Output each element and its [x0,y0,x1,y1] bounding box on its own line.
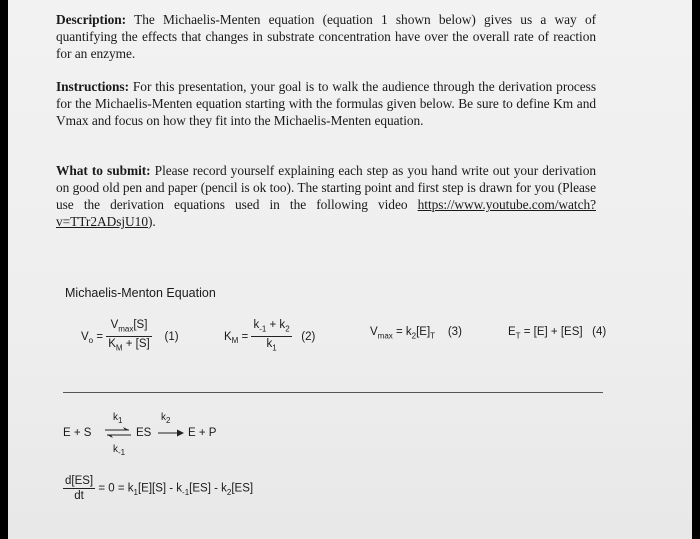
eq4-rhs: = [E] + [ES] [520,326,583,338]
rate-s3: 2 [226,487,232,497]
document-page [8,0,692,539]
rate-equation [63,474,253,503]
eq2-den: k [266,338,273,351]
eq1-den-tail: + [S] [122,338,150,351]
eq2-num-sub1: -1 [259,324,267,334]
eq1-den-sub: M [115,343,123,353]
eq3-rhs-sub: 2 [411,331,417,341]
eq1-den: K [108,338,116,351]
k1-label: $k_1$ [113,412,123,425]
equation-2: $K_M$ = $\frac{k_{-1} + k_2}{k_1}$ (2) [224,318,315,356]
eq3-lhs: V [370,326,378,338]
reaction-products: E + P [188,427,217,439]
rate-s1: 1 [133,487,138,497]
eq4-label: (4) [592,326,607,338]
eq1-lhs-sub: o [88,336,94,346]
description-heading: Description: [56,12,127,27]
eq2-lhs: K [224,330,232,343]
description-paragraph [56,11,596,62]
eq1-label: (1) [164,330,179,343]
eq2-label: (2) [301,330,316,343]
description-text: The Michaelis-Menten equation (equation 1 shown below) gives us a way of quantifying the effects that changes in substrate concentration have over the overall rate of reaction for an enzyme. [56,12,596,61]
eq3-tail-sub: T [430,331,436,341]
eq2-num: k [253,319,260,331]
video-link[interactable]: https://www.youtube.com/watch?v=TTr2ADsjU10 [56,197,596,229]
eq2-lhs-sub: M [231,336,239,346]
reaction-reactants: E + S [63,427,92,439]
eq4-lhs-sub: T [515,331,521,341]
rate-derivative [63,474,95,503]
equation-4 [508,326,606,340]
eq3-lhs-sub: max [377,331,393,341]
eq1-num-tail: [S] [133,319,148,331]
eq1-num-sub: max [118,324,134,334]
eq4-lhs: E [508,326,516,338]
instructions-heading: Instructions: [56,79,130,94]
equations-title: Michaelis-Menton Equation [65,286,216,300]
eq2-num-mid: + k [266,319,286,331]
instructions-paragraph [56,78,596,129]
submit-tail: ). [147,214,156,229]
eq3-label: (3) [447,326,462,338]
submit-text: Please record yourself explaining each step as you hand write out your derivation on good old pen and paper (pencil is ok too). The starting point and first step is drawn for you (Please use the derivation equations used in the following video [56,163,596,212]
k2-label: $k_2$ [161,412,171,425]
eq1-num: V [110,319,119,331]
rate-s2: -1 [182,487,190,497]
rate-num: d[ES] [65,475,94,487]
eq2-num-sub2: 2 [285,324,290,334]
rate-t1: [E][S] - k [137,482,183,495]
equation-1: $V_o$ = $\frac{V_{max}[S]}{K_M + [S]}$ (1) [81,318,179,356]
eq2-den-sub: 1 [272,343,277,353]
rate-t2: [ES] - k [189,482,227,495]
reversible-arrow-icon [103,426,133,440]
rate-den: dt [74,490,84,502]
reaction-complex: ES [136,427,152,439]
forward-arrow-icon [156,428,186,438]
equation-3 [370,326,462,340]
submit-paragraph [56,162,596,230]
reaction-scheme [63,410,263,460]
rate-rhs: = 0 = k [95,482,134,495]
instructions-text: For this presentation, your goal is to walk the audience through the derivation process for the Michaelis-Menten equation starting with the formulas given below. Be sure to define Km and Vmax and focus on how they fit into the Michaelis-Menten equation. [56,79,596,128]
eq2-fraction [251,318,291,356]
rate-t3: [ES] [231,482,254,495]
eq3-rhs: = k [392,326,412,338]
submit-heading: What to submit: [56,163,151,178]
eq1-fraction [106,318,152,356]
eq3-tail: [E] [416,326,431,338]
eq1-lhs: V [81,330,89,343]
k-minus1-label: $k_{-1}$ [113,444,126,457]
divider-line [63,392,603,393]
